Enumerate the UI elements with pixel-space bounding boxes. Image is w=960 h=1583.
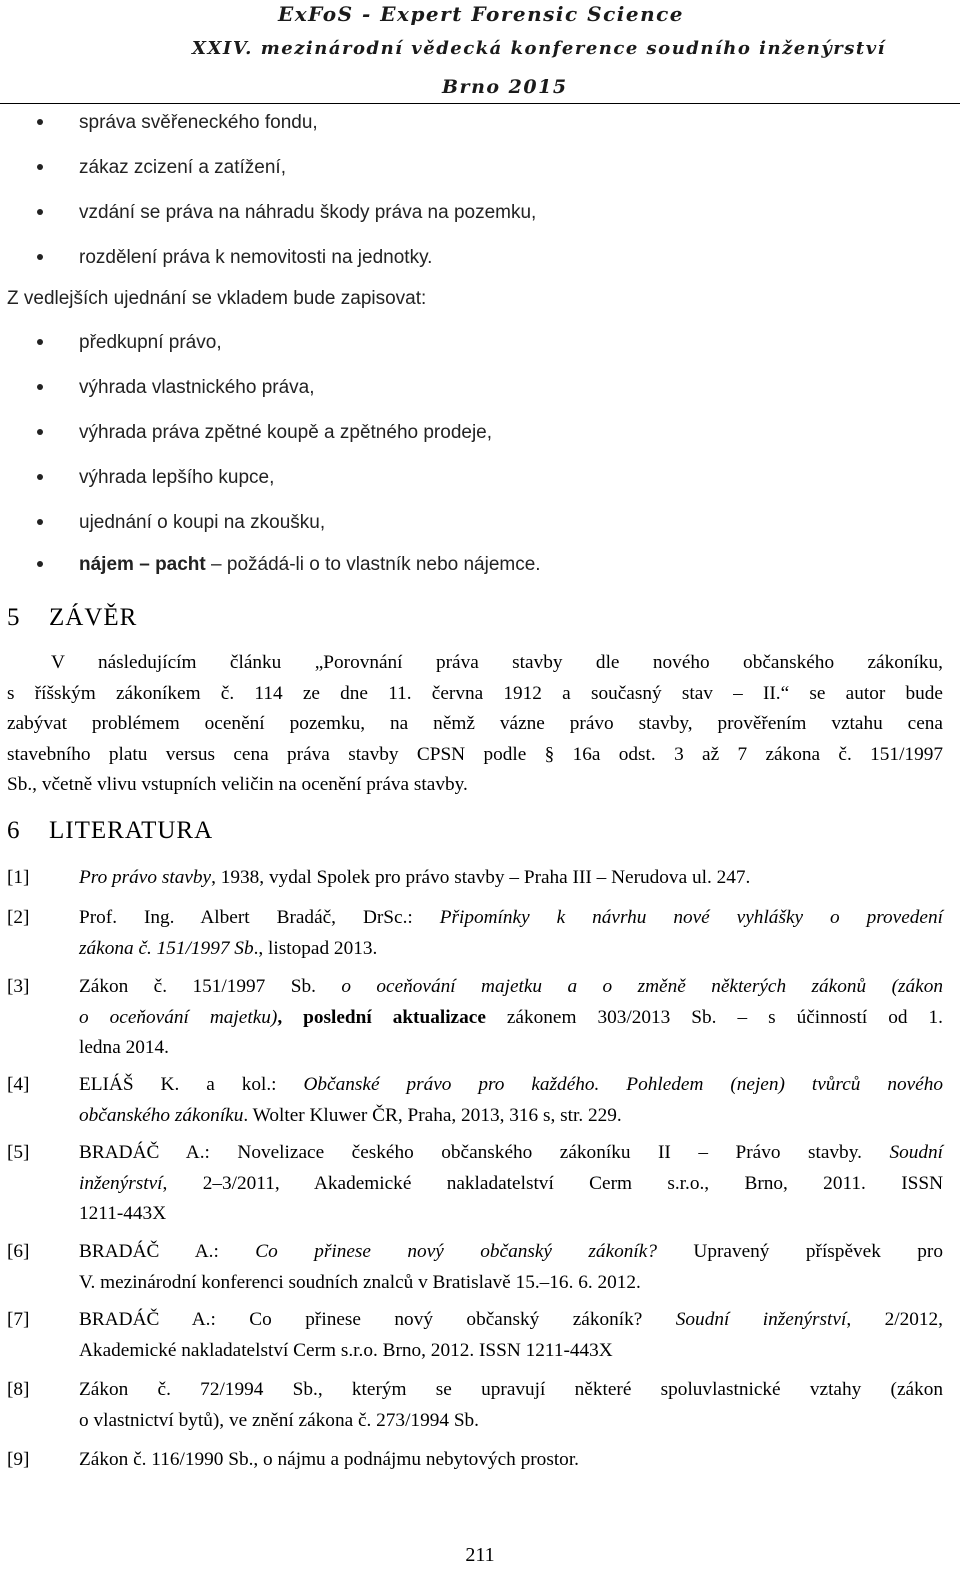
- side-agreements-intro: Z vedlejších ujednání se vkladem bude zapisovat:: [7, 288, 427, 309]
- bullet-icon: [37, 519, 43, 525]
- bullet-icon: [37, 209, 43, 215]
- bullet-icon: [37, 119, 43, 125]
- bullet-icon: [37, 561, 43, 567]
- bullet-icon: [37, 339, 43, 345]
- bullet-icon: [37, 254, 43, 260]
- conclusion-paragraph: V následujícím článku „Porovnání práva stavby dle nového občanského zákoníku, s říšským zákoníkem č. 114 ze dne 11. června 1912 a současný stav – II.“ se autor bude zabývat problémem ocenění pozemku, na němž vázne právo stavby, prověřením vztahu cena stavebního platu versus cena práva stavby CPSN podle § 16a odst. 3 až 7 zákona č. 151/1997 Sb., včetně vlivu vstupních veličin na ocenění práva stavby.: [7, 652, 943, 795]
- section-heading-references: 6 LITERATURA: [7, 817, 214, 844]
- section-heading-conclusion: 5 ZÁVĚR: [7, 604, 138, 631]
- bullet-icon: [37, 474, 43, 480]
- header-title: ExFoS - Expert Forensic Science: [278, 2, 685, 26]
- header-rule: [0, 103, 960, 104]
- page-number: 211: [465, 1544, 495, 1566]
- header-place-year: Brno 2015: [442, 76, 568, 98]
- header-conference: XXIV. mezinárodní vědecká konference soudního inženýrství: [192, 38, 887, 59]
- bullet-icon: [37, 429, 43, 435]
- page-header: [0, 0, 960, 104]
- bullet-icon: [37, 164, 43, 170]
- bullet-icon: [37, 384, 43, 390]
